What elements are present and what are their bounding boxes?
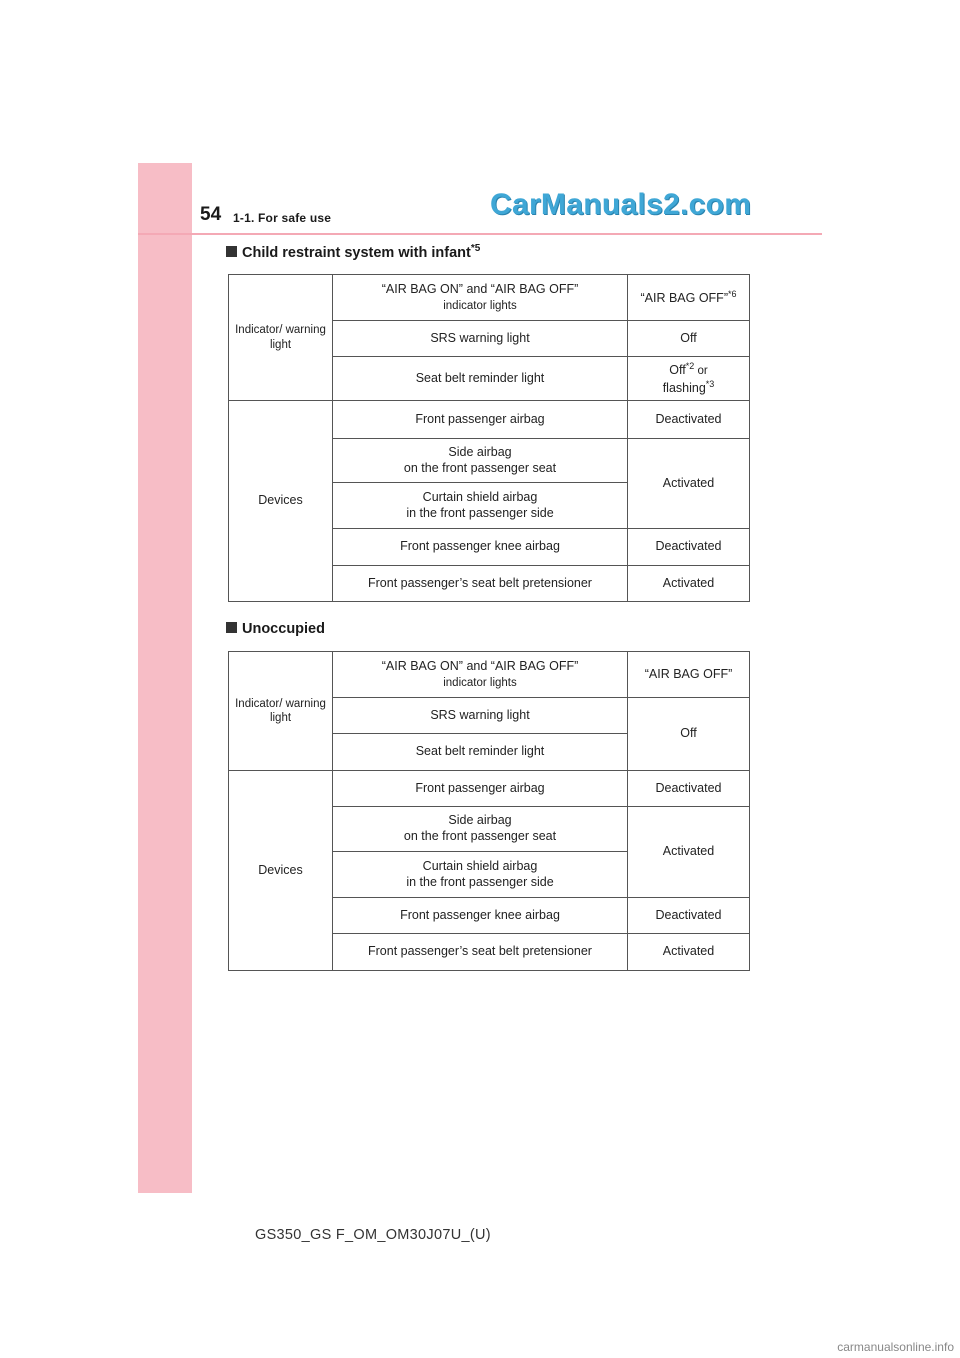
table-cell: Deactivated: [628, 529, 750, 566]
table-cell: SRS warning light: [333, 698, 628, 734]
row-group-label-text: Indicator/ warning light: [235, 324, 326, 351]
table-row: [229, 652, 750, 698]
table-cell: [628, 275, 750, 321]
section-heading-unoccupied: [226, 621, 325, 637]
row-group-label: [229, 652, 333, 771]
table-cell: Front passenger airbag: [333, 771, 628, 807]
table-cell: Activated: [628, 934, 750, 971]
section-heading-infant: [226, 243, 480, 261]
table-cell: Activated: [628, 439, 750, 529]
cell-text: in the front passenger side: [406, 874, 554, 889]
cell-text: Side airbag: [448, 444, 512, 459]
square-bullet-icon: [226, 246, 237, 257]
row-group-label: Devices: [229, 771, 333, 971]
table-cell: [333, 852, 628, 898]
section-heading-text: Unoccupied: [242, 621, 325, 637]
table-cell: [628, 357, 750, 401]
header-rule: [138, 233, 822, 235]
cell-text: Curtain shield airbag: [422, 858, 538, 873]
site-watermark: carmanualsonline.info: [837, 1340, 954, 1354]
unoccupied-status-table: [228, 651, 750, 971]
chapter-title: 1-1. For safe use: [233, 211, 332, 225]
table-row: [229, 771, 750, 807]
table-cell: [333, 439, 628, 483]
table-cell: Off: [628, 321, 750, 357]
table-cell: Deactivated: [628, 771, 750, 807]
footnote-ref: *6: [727, 288, 737, 299]
cell-text: in the front passenger side: [406, 505, 554, 520]
cell-text: “AIR BAG OFF”: [640, 290, 728, 305]
cell-text: “AIR BAG ON” and “AIR BAG OFF”: [381, 281, 579, 296]
cell-text: or: [694, 364, 708, 377]
table-cell: Activated: [628, 807, 750, 898]
table-cell: [333, 275, 628, 321]
table-cell: Front passenger airbag: [333, 401, 628, 439]
table-cell: Seat belt reminder light: [333, 357, 628, 401]
infant-status-table: [228, 274, 750, 602]
table-row: [229, 275, 750, 321]
row-group-label-text: Indicator/ warning light: [235, 697, 326, 724]
cell-text: on the front passenger seat: [403, 460, 557, 475]
table-cell: “AIR BAG OFF”: [628, 652, 750, 698]
table-cell: Deactivated: [628, 401, 750, 439]
cell-subtext: indicator lights: [443, 299, 517, 312]
watermark-logo: CarManuals2.com: [490, 188, 752, 221]
document-code: GS350_GS F_OM_OM30J07U_(U): [255, 1227, 491, 1243]
footnote-ref: *5: [470, 243, 481, 254]
table-cell: [333, 807, 628, 852]
row-group-label: Devices: [229, 401, 333, 602]
table-row: [229, 401, 750, 439]
table-cell: Off: [628, 698, 750, 771]
page-number: 54: [200, 204, 222, 225]
table-cell: Front passenger knee airbag: [333, 529, 628, 566]
square-bullet-icon: [226, 622, 237, 633]
table-cell: Activated: [628, 566, 750, 602]
table-cell: [333, 652, 628, 698]
cell-text: Off: [669, 362, 686, 377]
cell-text: flashing: [662, 380, 706, 395]
table-cell: Seat belt reminder light: [333, 734, 628, 771]
cell-subtext: indicator lights: [443, 676, 517, 689]
table-cell: [333, 483, 628, 529]
table-cell: Front passenger knee airbag: [333, 898, 628, 934]
row-group-label: [229, 275, 333, 401]
cell-text: “AIR BAG ON” and “AIR BAG OFF”: [381, 658, 579, 673]
table-cell: Front passenger’s seat belt pretensioner: [333, 566, 628, 602]
table-cell: Front passenger’s seat belt pretensioner: [333, 934, 628, 971]
table-cell: SRS warning light: [333, 321, 628, 357]
cell-text: on the front passenger seat: [403, 829, 557, 843]
chapter-side-tab: [138, 163, 192, 1193]
table-cell: Deactivated: [628, 898, 750, 934]
footnote-ref: *2: [685, 360, 695, 371]
cell-text: Side airbag: [448, 813, 512, 828]
cell-text: Curtain shield airbag: [422, 489, 538, 504]
section-heading-text: Child restraint system with infant: [242, 244, 471, 261]
footnote-ref: *3: [705, 378, 715, 389]
